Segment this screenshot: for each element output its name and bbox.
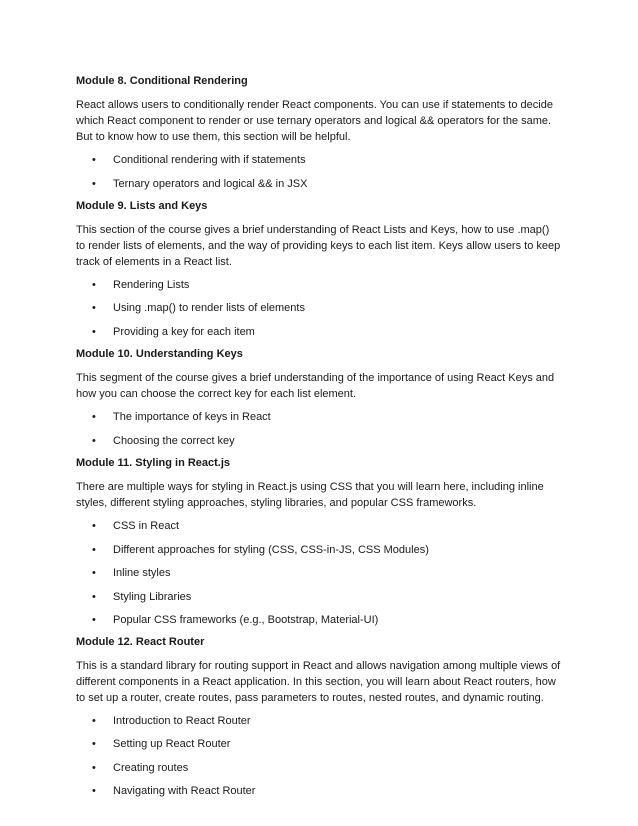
list-item-text: Different approaches for styling (CSS, CSS-in-JS, CSS Modules) — [113, 544, 429, 556]
list-item-text: Styling Libraries — [113, 591, 192, 603]
list-item — [92, 566, 170, 580]
list-item — [92, 278, 189, 292]
list-item — [92, 519, 179, 533]
list-item — [92, 301, 305, 315]
list-item-text: Rendering Lists — [113, 279, 190, 291]
list-item — [92, 434, 235, 448]
list-item — [92, 761, 188, 775]
list-item — [92, 590, 191, 604]
list-item-text: Providing a key for each item — [113, 326, 255, 338]
list-item — [92, 714, 251, 728]
module-8-paragraph: React allows users to conditionally render React components. You can use if statements to decide which React component to render or use ternary operators and logical && operators for the same. But to know how to use them, this section will be helpful. — [76, 99, 553, 143]
module-12-paragraph: This is a standard library for routing support in React and allows navigation among multiple views of different components in a React application. In this section, you will learn about React routers, how to set up a router, create routes, pass parameters to routes, nested routes, and dynamic routing. — [76, 660, 561, 704]
list-item-text: Setting up React Router — [113, 738, 231, 750]
list-item-text: Introduction to React Router — [113, 715, 251, 727]
bullet-icon: • — [92, 435, 96, 447]
list-item-text: Navigating with React Router — [113, 785, 256, 797]
bullet-icon: • — [92, 738, 96, 750]
list-item-text: Choosing the correct key — [113, 435, 235, 447]
bullet-icon: • — [92, 762, 96, 774]
list-item — [92, 737, 230, 751]
module-9-heading: Module 9. Lists and Keys — [76, 200, 208, 212]
bullet-icon: • — [92, 326, 96, 338]
bullet-icon: • — [92, 279, 96, 291]
list-item-text: Conditional rendering with if statements — [113, 154, 306, 166]
list-item-text: The importance of keys in React — [113, 411, 271, 423]
list-item — [92, 543, 429, 557]
bullet-icon: • — [92, 411, 96, 423]
bullet-icon: • — [92, 178, 96, 190]
list-item — [92, 177, 307, 191]
list-item — [92, 784, 255, 798]
module-8-heading: Module 8. Conditional Rendering — [76, 75, 248, 87]
bullet-icon: • — [92, 567, 96, 579]
list-item-text: Creating routes — [113, 762, 189, 774]
bullet-icon: • — [92, 614, 96, 626]
module-9-paragraph: This section of the course gives a brief understanding of React Lists and Keys, how to use .map() to render lists of elements, and the way of providing keys to each list item. Keys allow users to keep track of elements in a React list. — [76, 224, 561, 268]
bullet-icon: • — [92, 520, 96, 532]
bullet-icon: • — [92, 591, 96, 603]
bullet-icon: • — [92, 715, 96, 727]
module-10-heading: Module 10. Understanding Keys — [76, 348, 243, 360]
list-item-text: Inline styles — [113, 567, 171, 579]
bullet-icon: • — [92, 544, 96, 556]
bullet-icon: • — [92, 302, 96, 314]
list-item — [92, 153, 306, 167]
module-11-paragraph: There are multiple ways for styling in React.js using CSS that you will learn here, including inline styles, different styling approaches, styling libraries, and popular CSS frameworks. — [76, 481, 544, 509]
list-item-text: CSS in React — [113, 520, 180, 532]
list-item-text: Popular CSS frameworks (e.g., Bootstrap, Material-UI) — [113, 614, 379, 626]
bullet-icon: • — [92, 154, 96, 166]
list-item — [92, 325, 255, 339]
list-item-text: Ternary operators and logical && in JSX — [113, 178, 308, 190]
list-item — [92, 410, 271, 424]
module-10-paragraph: This segment of the course gives a brief understanding of the importance of using React Keys and how you can choose the correct key for each list element. — [76, 372, 555, 400]
module-12-heading: Module 12. React Router — [76, 636, 205, 648]
list-item-text: Using .map() to render lists of elements — [113, 302, 305, 314]
bullet-icon: • — [92, 785, 96, 797]
module-11-heading: Module 11. Styling in React.js — [76, 457, 231, 469]
list-item — [92, 613, 378, 627]
